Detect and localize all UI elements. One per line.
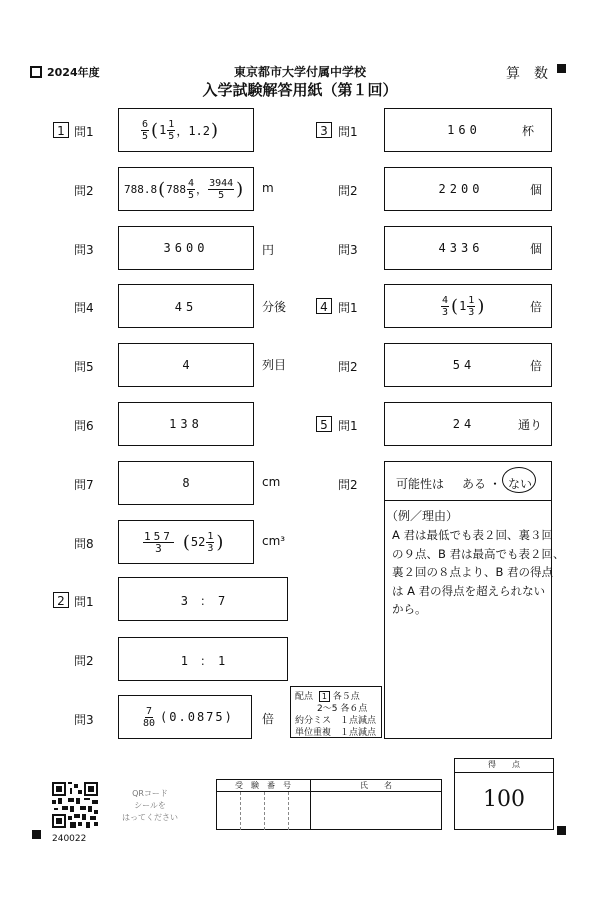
fraction: $\frac{6}{5}$ [142, 118, 149, 142]
qr-note-line-1: QRコード [132, 789, 168, 798]
answer-5-1: 24 [452, 417, 476, 431]
scoring-section-box: 1 [319, 691, 330, 702]
score-header-line [454, 772, 554, 773]
unit-label: 倍 [530, 359, 543, 373]
answer-2-2: 1 ： 1 [180, 654, 226, 668]
page-title: 入学試験解答用紙（第１回） [202, 81, 398, 99]
unit-label: cm³ [262, 534, 286, 548]
answer-1-5: 4 [182, 358, 190, 372]
unit-label: 杯 [522, 124, 535, 138]
answer-1-6: 138 [169, 417, 203, 431]
answer-box-5-2-divider [384, 500, 552, 501]
answer-4-2: 54 [452, 358, 476, 372]
answer-1-1: $\frac{6}{5}$ ( 1 $\frac{1}{5}$ ，1.2 ) [142, 118, 219, 142]
scoring-line-3: 約分ミス １点減点 [295, 716, 377, 726]
unit-label: cm [262, 475, 281, 489]
question-label: 問3 [74, 243, 94, 257]
qr-note-line-2: シールを [134, 801, 166, 810]
scoring-box [290, 686, 382, 738]
answer-1-8: $\frac{157}{3}$ ( 52 $\frac{1}{3}$ ) [144, 529, 224, 555]
unit-label: m [262, 181, 274, 195]
question-label: 問8 [74, 537, 94, 551]
question-label: 問7 [74, 478, 94, 492]
exam-info-header-line [216, 791, 442, 792]
section-number-1: 1 [53, 122, 69, 138]
exam-number-cell[interactable] [264, 792, 266, 830]
section-number-4: 4 [316, 298, 332, 314]
answer-1-4: 45 [174, 300, 198, 314]
answer-3-2: 2200 [438, 182, 484, 196]
section-number-2: 2 [53, 592, 69, 608]
form-code: 240022 [52, 834, 87, 844]
corner-marker-bottom-right [557, 826, 566, 835]
reason-line: の９点、B 君は最高でも表２回、 [392, 546, 565, 561]
question-label: 問2 [338, 478, 358, 492]
exam-number-label: 受 験 番 号 [235, 781, 291, 790]
qr-code-icon [52, 782, 98, 828]
subject-label: 算 数 [506, 66, 548, 82]
corner-marker-bottom-left [32, 830, 41, 839]
reason-text [392, 526, 565, 619]
option-yes: ある [462, 477, 487, 491]
exam-year: 2024年度 [47, 66, 100, 79]
unit-label: 列目 [262, 358, 287, 372]
qr-note-line-3: はってください [122, 813, 178, 822]
option-separator: ・ [489, 477, 502, 491]
answer-4-1: $\frac{4}{3}$ ( 1 $\frac{1}{3}$ ) [442, 294, 485, 318]
question-label: 問3 [338, 243, 358, 257]
scoring-line-4: 単位重複 １点減点 [295, 728, 377, 738]
question-label: 問5 [74, 360, 94, 374]
reason-line: から。 [392, 602, 427, 616]
possibility-label: 可能性は [396, 477, 445, 491]
section-number-5: 5 [316, 416, 332, 432]
answer-3-1: 160 [447, 123, 481, 137]
question-label: 問1 [74, 595, 94, 609]
answer-3-3: 4336 [438, 241, 484, 255]
unit-label: 通り [518, 418, 543, 432]
question-label: 問1 [338, 419, 358, 433]
scoring-line-1: 配点 1 各５点 [295, 692, 360, 702]
question-label: 問1 [338, 301, 358, 315]
answer-1-2: 788.8 ( 788 $\frac{4}{5}$ ， $\frac{3944}{5}$ ) [124, 177, 244, 201]
school-name: 東京都市大学付属中学校 [233, 65, 366, 79]
question-label: 問1 [338, 125, 358, 139]
mixed-number: 1 $\frac{1}{5}$ [159, 118, 175, 142]
question-label: 問1 [74, 125, 94, 139]
answer-1-3: 3600 [163, 241, 209, 255]
question-label: 問2 [74, 654, 94, 668]
question-label: 問3 [74, 713, 94, 727]
reason-line: A 君は最低でも表２回、裏３回 [392, 528, 554, 542]
section-number-3: 3 [316, 122, 332, 138]
question-label: 問2 [74, 184, 94, 198]
reason-header: （例／理由） [386, 509, 459, 523]
unit-label: 分後 [262, 300, 287, 314]
unit-label: 個 [530, 242, 543, 256]
unit-label: 円 [262, 243, 275, 257]
name-label: 氏 名 [360, 781, 392, 790]
score-label: 得 点 [488, 760, 520, 769]
question-label: 問2 [338, 360, 358, 374]
score-value: 100 [483, 787, 525, 812]
answer-2-1: 3 ： 7 [180, 594, 226, 608]
answer-2-3: $\frac{7}{80}$ (0.0875) [143, 705, 234, 729]
scoring-line-2: 2～5 各６点 [317, 704, 368, 714]
reason-line: 裏２回の８点より、B 君の得点 [392, 565, 554, 579]
unit-label: 個 [530, 183, 543, 197]
answer-1-7: 8 [182, 476, 190, 490]
question-label: 問4 [74, 301, 94, 315]
question-label: 問6 [74, 419, 94, 433]
option-no: ない [508, 477, 533, 491]
exam-number-cell[interactable] [240, 792, 242, 830]
unit-label: 倍 [262, 712, 275, 726]
exam-number-cell[interactable] [288, 792, 290, 830]
unit-label: 倍 [530, 300, 543, 314]
reason-line: は A 君の得点を超えられない [392, 583, 546, 598]
question-label: 問2 [338, 184, 358, 198]
